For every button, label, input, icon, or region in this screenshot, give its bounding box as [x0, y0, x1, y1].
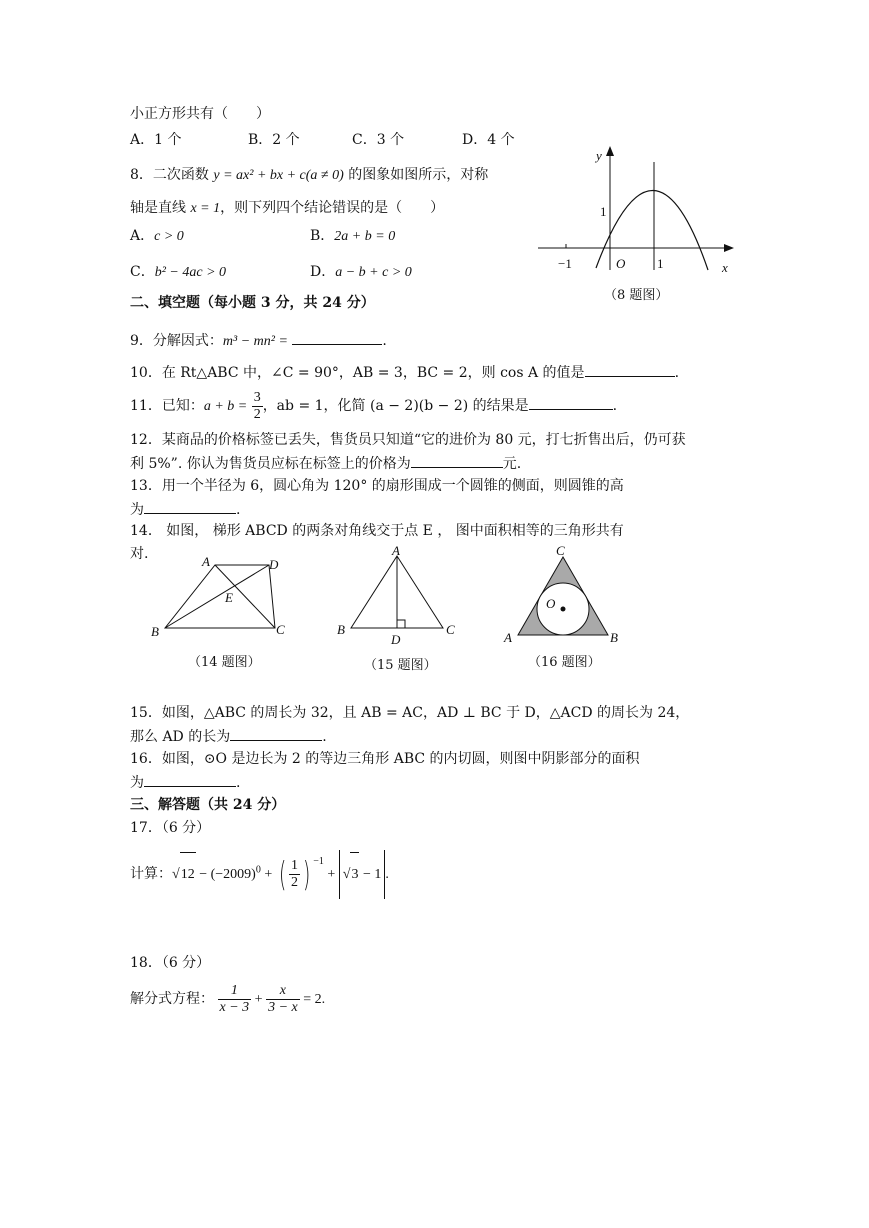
q16-line1: 16．如图，⊙O 是边长为 2 的等边三角形 ABC 的内切圆，则图中阴影部分的面积 [130, 751, 640, 767]
label-c: C [276, 622, 285, 637]
q15-line1: 15．如图，△ABC 的周长为 32，且 AB = AC，AD ⊥ BC 于 D，△ACD 的周长为 24， [130, 705, 690, 721]
tick-y-label: 1 [600, 204, 607, 219]
label-e: E [225, 590, 233, 605]
right-angle-mark [397, 620, 405, 628]
q14-line2: 对. [130, 546, 149, 562]
q13-line2: 为 . [130, 499, 240, 520]
q16-line2: 为 . [130, 772, 240, 793]
x-label: x [722, 260, 728, 275]
q12-line1: 12．某商品的价格标签已丢失，售货员只知道“它的进价为 80 元，打七折售出后，仍可获 [130, 432, 686, 448]
q9: 9．分解因式：m³ − mn² = . [130, 330, 387, 352]
q13-answer-blank[interactable] [144, 499, 236, 514]
label-b: B [337, 622, 345, 637]
diagonal-ac [215, 565, 275, 628]
diagonal-bd [165, 565, 269, 628]
y-axis-arrow [606, 146, 614, 156]
q7-tail: 小正方形共有（ ） [130, 106, 270, 122]
q17-expression: 计算：$√12 - (-2009)^0$ + ( $\frac{1}{2}$ ) $^{-1}$ + √3 − 1 . [130, 850, 389, 899]
center-dot [561, 607, 566, 612]
tick-x-neg-label: −1 [558, 256, 572, 271]
label-a: A [504, 630, 512, 645]
label-d: D [269, 557, 279, 572]
q18-fraction1: $\frac{1}{x - 3}$ [219, 983, 250, 1016]
section3-title: 三、解答题（共 24 分） [130, 797, 286, 813]
label-o: O [546, 596, 556, 611]
q16-figure-caption: （16 题图） [528, 655, 601, 670]
label-b: B [610, 630, 618, 645]
q11-fraction: $\frac{3}{2}$ [253, 389, 261, 422]
q8-option-a: A．c > 0 [130, 228, 184, 244]
q17-half: $\frac{1}{2}$ [290, 858, 298, 891]
q14-figure-caption: （14 题图） [188, 655, 261, 670]
q8-mid: 的图象如图所示，对称 [348, 167, 489, 183]
q14-trapezoid-figure [145, 552, 295, 642]
q8-parabola-figure [530, 140, 740, 282]
q8-formula: y = ax² + bx + c(a ≠ 0) [213, 168, 344, 183]
label-c: C [556, 543, 565, 558]
q18-head: 18．（6 分） [130, 955, 211, 971]
q14-line1: 14． 如图， 梯形 ABCD 的两条对角线交于点 E ， 图中面积相等的三角形共有 [130, 523, 624, 539]
sqrt-sign: √ [172, 867, 180, 882]
left-paren: ( [278, 854, 286, 895]
q11: 11．已知：a + b = $\frac{3}{2}$ ，ab = 1，化简 (a − 2)(b − 2) 的结果是 . [130, 389, 618, 422]
q7-option-c: C．3 个 [352, 132, 405, 148]
label-c: C [446, 622, 455, 637]
q8-figure-caption: （8 题图） [604, 288, 669, 303]
q7-option-b: B．2 个 [248, 132, 300, 148]
q8-option-d: D．a − b + c > 0 [310, 264, 412, 280]
q10-answer-blank[interactable] [585, 362, 675, 377]
q12-line2: 利 5%”. 你认为售货员应标在标签上的价格为 元. [130, 453, 521, 474]
label-a: A [392, 543, 400, 558]
q15-line2: 那么 AD 的长为 . [130, 726, 327, 747]
q7-option-d: D．4 个 [462, 132, 515, 148]
y-label: y [596, 148, 602, 163]
right-paren: ) [302, 854, 311, 895]
origin-label: O [616, 256, 626, 271]
q8-option-c: C．b² − 4ac > 0 [130, 264, 227, 280]
q8-axis-eq: x = 1 [190, 201, 221, 216]
q18-fraction2: $\frac{x}{3 - x}$ [268, 983, 298, 1016]
q8-line2: 轴是直线 x = 1，则下列四个结论错误的是（ ） [130, 200, 445, 216]
q8-intro: 8．二次函数 [130, 167, 209, 183]
q7-option-a: A．1 个 [130, 132, 182, 148]
q13-line1: 13．用一个半径为 6，圆心角为 120° 的扇形围成一个圆锥的侧面，则圆锥的高 [130, 478, 624, 494]
q16-answer-blank[interactable] [144, 772, 236, 787]
q10: 10．在 Rt△ABC 中，∠C = 90°，AB = 3，BC = 2，则 cos A 的值是 . [130, 362, 679, 383]
label-d: D [391, 632, 401, 647]
q17-abs: √3 − 1 [339, 850, 386, 899]
q12-answer-blank[interactable] [411, 453, 503, 468]
q15-triangle-figure [336, 542, 466, 648]
x-axis-arrow [724, 244, 734, 252]
q11-answer-blank[interactable] [529, 395, 613, 410]
q8-line1 [130, 165, 488, 186]
q8-option-b: B．2a + b = 0 [310, 228, 396, 244]
tick-x-pos-label: 1 [657, 256, 664, 271]
parabola-curve [596, 190, 708, 270]
q15-answer-blank[interactable] [230, 726, 322, 741]
q16-incircle-figure [500, 540, 630, 646]
label-b: B [151, 624, 159, 639]
q9-answer-blank[interactable] [292, 330, 382, 345]
q18-equation: 解分式方程： $\frac{1}{x - 3}$ + $\frac{x}{3 - x}$ = 2. [130, 983, 326, 1016]
q17-head: 17．（6 分） [130, 820, 211, 836]
label-a: A [202, 554, 210, 569]
section2-title: 二、填空题（每小题 3 分，共 24 分） [130, 295, 375, 311]
q15-figure-caption: （15 题图） [364, 658, 437, 673]
